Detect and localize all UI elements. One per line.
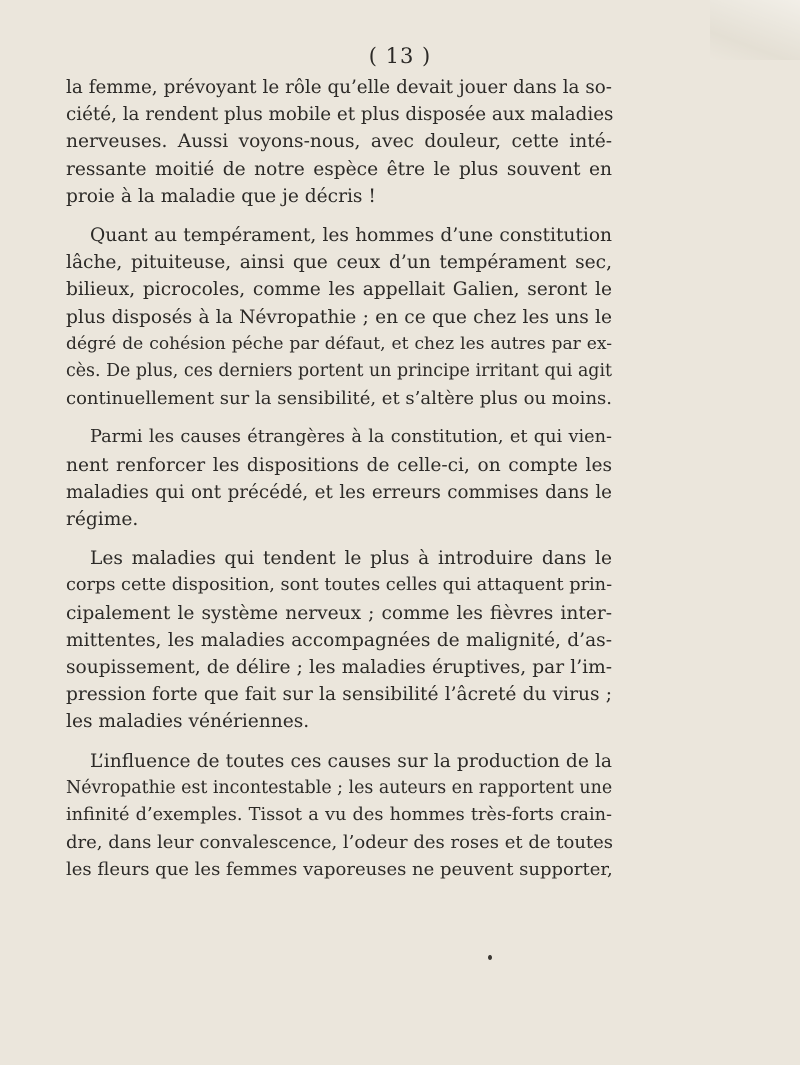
text-line: ciété, la rendent plus mobile et plus disposée aux maladies xyxy=(66,104,614,126)
text-line: pression forte que fait sur la sensibilité l’âcreté du virus ; xyxy=(66,684,612,706)
text-line: maladies qui ont précédé, et les erreurs commises dans le xyxy=(66,481,612,503)
text-line: Névropathie est incontestable ; les auteurs en rapportent une xyxy=(66,777,613,798)
text-line: corps cette disposition, sont toutes celles qui attaquent prin- xyxy=(66,575,613,596)
text-line: infinité d’exemples. Tissot a vu des hommes très-forts crain- xyxy=(66,805,612,826)
text-line: régime. xyxy=(66,509,139,531)
text-line: les maladies vénériennes. xyxy=(66,711,310,733)
text-line: proie à la maladie que je décris ! xyxy=(66,185,376,207)
text-line: mittentes, les maladies accompagnées de malignité, d’as- xyxy=(66,629,612,651)
text-line: L’influence de toutes ces causes sur la production de la xyxy=(90,750,612,772)
text-line: dégré de cohésion péche par défaut, et chez les autres par ex- xyxy=(66,333,612,354)
text-line: Quant au tempérament, les hommes d’une constitution xyxy=(90,225,612,247)
paragraph xyxy=(66,748,612,884)
text-line: ressante moitié de notre espèce être le plus souvent en xyxy=(66,158,612,180)
text-line: nent renforcer les dispositions de celle-ci, on compte les xyxy=(66,454,612,476)
text-line: bilieux, picrocoles, comme les appellait Galien, seront le xyxy=(66,279,612,301)
body-text xyxy=(66,74,612,884)
text-line: cès. De plus, ces derniers portent un principe irritant qui agit xyxy=(66,361,612,382)
text-line: nerveuses. Aussi voyons-nous, avec douleur, cette inté- xyxy=(66,131,612,153)
text-line: continuellement sur la sensibilité, et s’altère plus ou moins. xyxy=(66,388,612,410)
text-line: lâche, pituiteuse, ainsi que ceux d’un tempérament sec, xyxy=(66,252,612,274)
page-number: ( 13 ) xyxy=(368,44,432,68)
paragraph xyxy=(66,74,612,210)
text-line: Parmi les causes étrangères à la constitution, et qui vien- xyxy=(90,427,612,448)
text-line: les fleurs que les femmes vaporeuses ne peuvent supporter, xyxy=(66,859,613,881)
text-line: plus disposés à la Névropathie ; en ce que chez les uns le xyxy=(66,306,612,328)
text-line: la femme, prévoyant le rôle qu’elle devait jouer dans la so- xyxy=(66,77,612,98)
ink-speck xyxy=(488,955,492,960)
paragraph xyxy=(66,545,612,735)
text-line: cipalement le système nerveux ; comme les fièvres inter- xyxy=(66,602,612,624)
text-line: dre, dans leur convalescence, l’odeur des roses et de toutes xyxy=(66,832,614,854)
paragraph xyxy=(66,424,612,533)
text-line: Les maladies qui tendent le plus à introduire dans le xyxy=(90,548,612,570)
text-line: soupissement, de délire ; les maladies éruptives, par l’im- xyxy=(66,657,612,679)
paragraph xyxy=(66,222,612,412)
